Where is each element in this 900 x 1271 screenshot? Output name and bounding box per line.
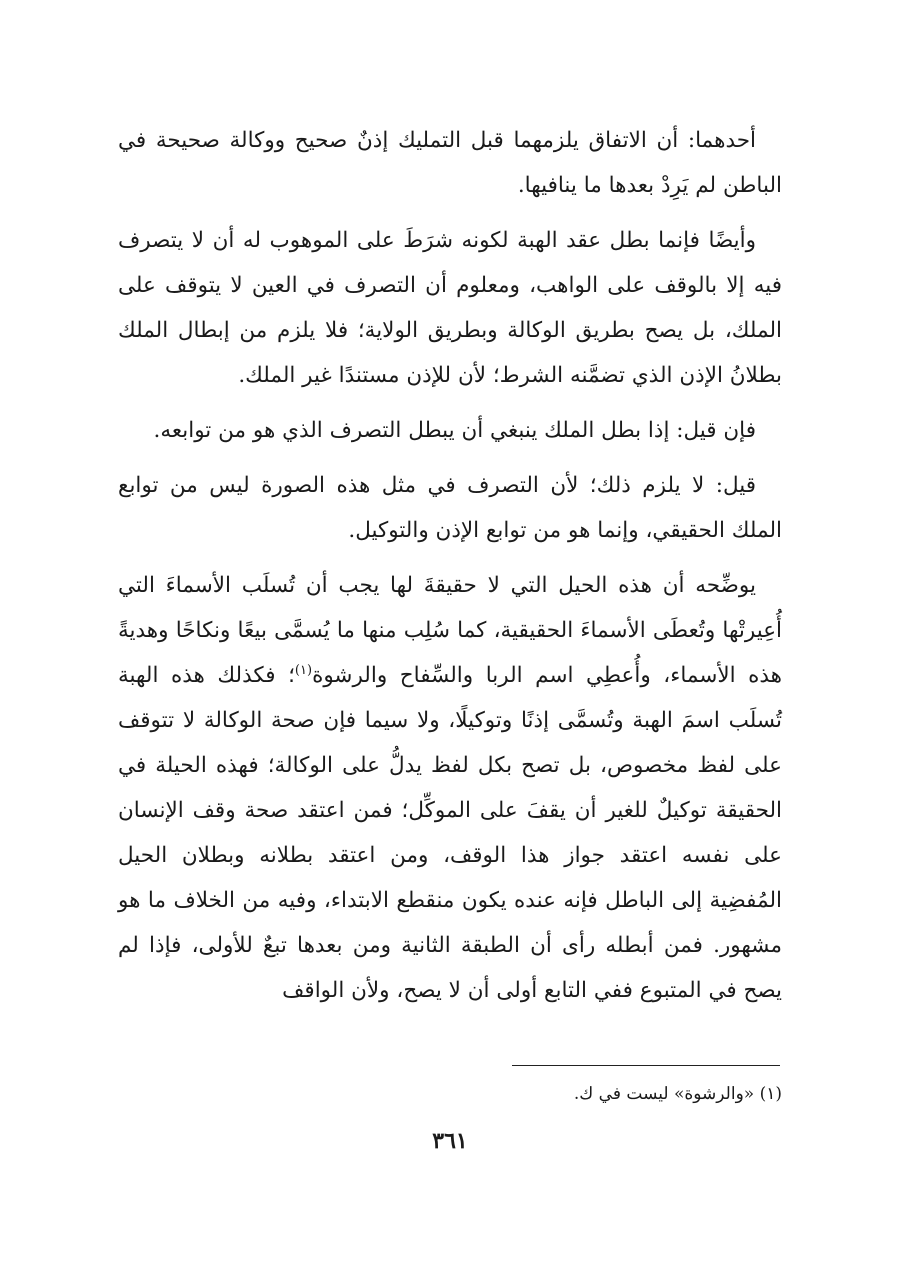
footnote-reference: (١) xyxy=(294,662,313,678)
paragraph-4 xyxy=(118,463,782,553)
main-text xyxy=(118,118,782,1023)
paragraph-5-text-after: ؛ فكذلك هذه الهبة تُسلَب اسمَ الهبة وتُسمَّى إذنًا وتوكيلًا، ولا سيما فإن صحة الوكالة لا تتوقف على لفظ مخصوص، بل تصح بكل لفظ يدلُّ على الوكالة؛ فهذه الحيلة في الحقيقة توكيلٌ للغير أن يقفَ على الموكِّل؛ فمن اعتقد صحة وقف الإنسان على نفسه اعتقد جواز هذا الوقف، ومن اعتقد بطلانه وبطلان الحيل المُفضِية إلى الباطل فإنه عنده يكون منقطع الابتداء، وفيه من الخلاف ما هو مشهور. فمن أبطله رأى أن الطبقة الثانية ومن بعدها تبعٌ للأولى، فإذا لم يصح في المتبوع ففي التابع أولى أن لا يصح، ولأن الواقف xyxy=(118,663,782,1003)
page-number: ٣٦١ xyxy=(432,1128,468,1154)
paragraph-2 xyxy=(118,218,782,398)
footnote: (١) «والرشوة» ليست في ك. xyxy=(573,1084,782,1104)
paragraph-5-text-before: يوضِّحه أن هذه الحيل التي لا حقيقةَ لها يجب أن تُسلَب الأسماءَ التي أُعِيرتْها وتُعطَى الأسماءَ الحقيقية، كما سُلِب منها ما يُسمَّى بيعًا ونكاحًا وهديةً هذه الأسماء، وأُعطِي اسم الربا والسِّفاح والرشوة xyxy=(118,573,783,688)
paragraph-2-text: وأيضًا فإنما بطل عقد الهبة لكونه شرَطَ على الموهوب له أن لا يتصرف فيه إلا بالوقف على الواهب، ومعلوم أن التصرف في العين لا يتوقف على الملك، بل يصح بطريق الوكالة وبطريق الولاية؛ فلا يلزم من إبطال الملك بطلانُ الإذن الذي تضمَّنه الشرط؛ لأن للإذن مستندًا غير الملك. xyxy=(118,228,782,388)
paragraph-1 xyxy=(118,118,782,208)
paragraph-5 xyxy=(118,563,782,1013)
paragraph-3-text: فإن قيل: إذا بطل الملك ينبغي أن يبطل التصرف الذي هو من توابعه. xyxy=(153,418,756,443)
paragraph-4-text: قيل: لا يلزم ذلك؛ لأن التصرف في مثل هذه الصورة ليس من توابع الملك الحقيقي، وإنما هو من توابع الإذن والتوكيل. xyxy=(118,473,782,543)
footnote-divider xyxy=(512,1065,780,1066)
paragraph-3 xyxy=(118,408,782,453)
paragraph-1-text: أحدهما: أن الاتفاق يلزمهما قبل التمليك إذنٌ صحيح ووكالة صحيحة في الباطن لم يَرِدْ بعدها ما ينافيها. xyxy=(118,128,782,198)
